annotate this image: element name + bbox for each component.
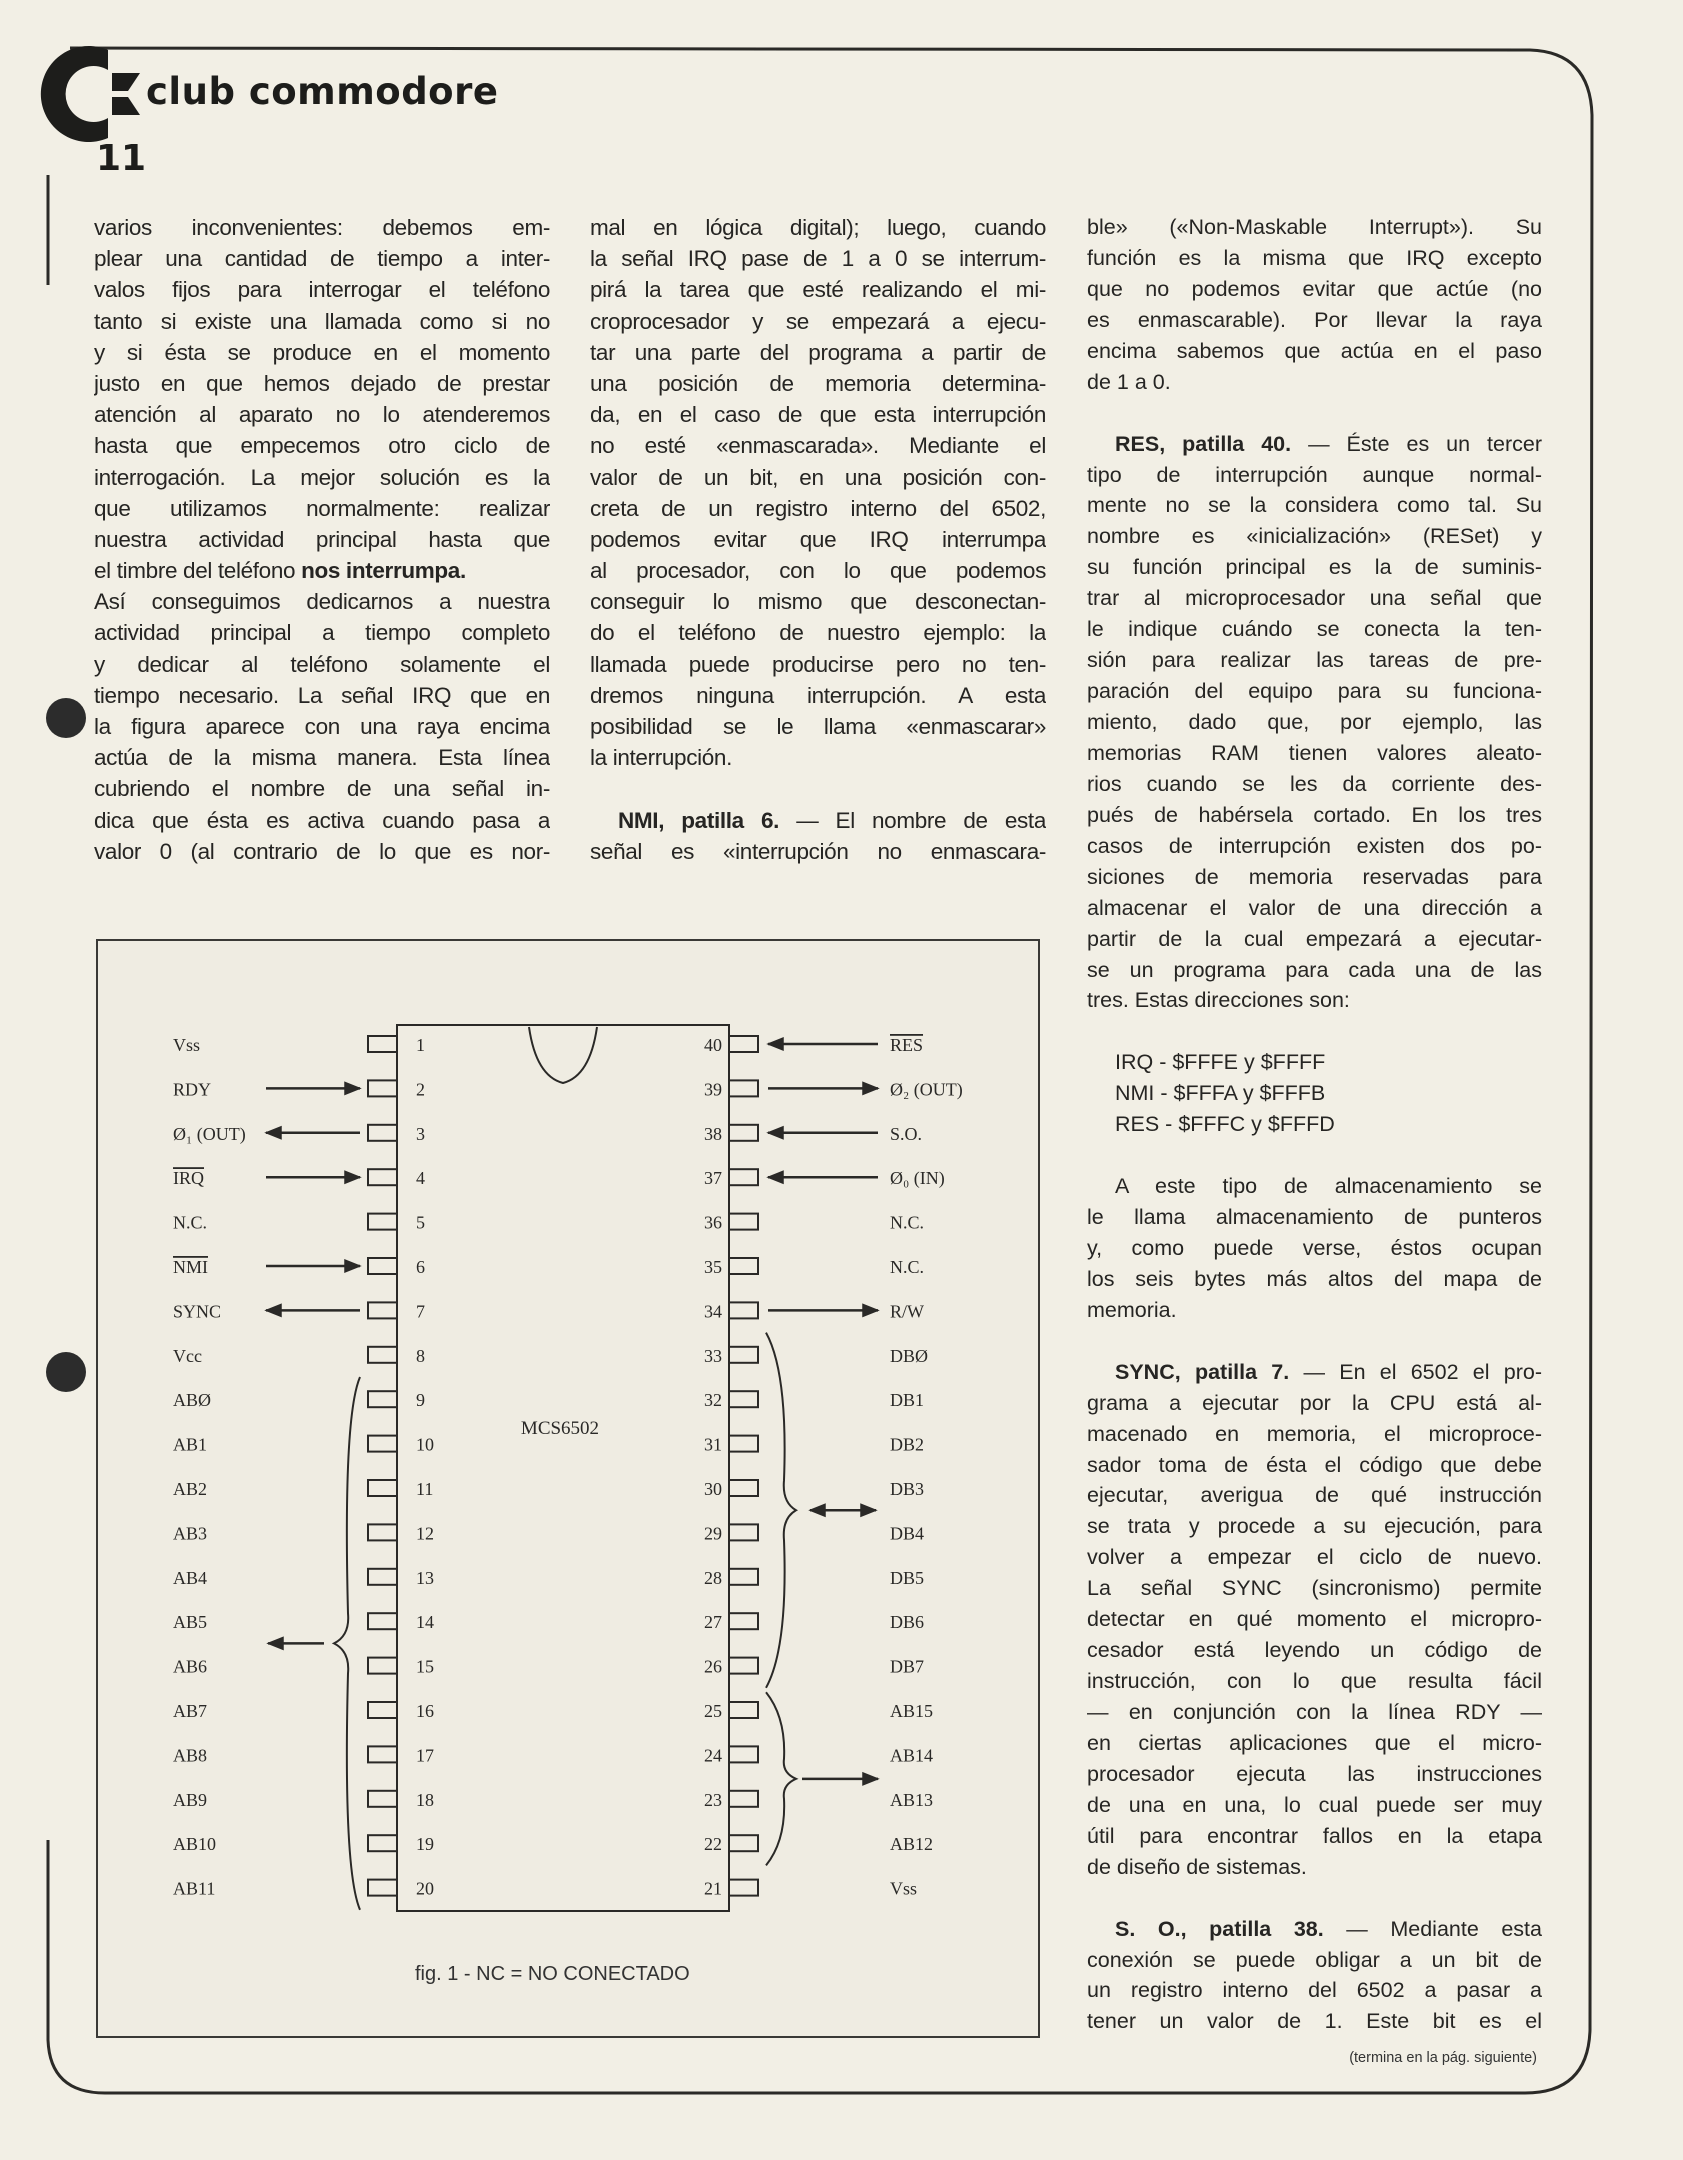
text-line: detectar en qué momento el micropro- <box>1087 1607 1542 1632</box>
text-line: que utilizamos normalmente: realizar <box>94 495 550 521</box>
text-line: mal en lógica digital); luego, cuando <box>590 215 1046 240</box>
pin-pad <box>368 1791 397 1807</box>
pin-number: 27 <box>704 1612 722 1633</box>
pin-pad <box>368 1613 397 1629</box>
pin-label: DB7 <box>890 1656 925 1677</box>
pin-label: RES <box>890 1035 924 1055</box>
pin-9 <box>173 1390 425 1410</box>
pin-label: AB9 <box>173 1789 208 1810</box>
pin-label: AB8 <box>173 1745 208 1766</box>
pin-label: AB11 <box>173 1878 216 1899</box>
pin-label: DB1 <box>890 1390 925 1411</box>
chip-notch <box>529 1027 597 1083</box>
text-column-1 <box>94 212 550 867</box>
pin-pad <box>368 1524 397 1540</box>
pin-19 <box>173 1834 434 1854</box>
text-line: valor 0 (al contrario de lo que es nor- <box>94 838 550 864</box>
pin-number: 8 <box>416 1345 425 1366</box>
text-line: dremos ninguna interrupción. A esta <box>590 682 1046 708</box>
text-line <box>1087 1140 1542 1171</box>
pin-label: AB10 <box>173 1834 217 1855</box>
pin-number: 25 <box>704 1701 722 1721</box>
pin-6 <box>173 1257 425 1277</box>
pin-pad <box>729 1036 758 1052</box>
text-line: cubriendo el nombre de una señal in- <box>94 776 550 802</box>
pin-pad <box>368 1214 397 1230</box>
pin-36 <box>704 1213 924 1233</box>
text-line: la interrupción. <box>590 745 732 771</box>
text-line: en ciertas aplicaciones que el micro- <box>1087 1730 1542 1755</box>
pin-8 <box>173 1346 425 1366</box>
text-line: llamada puede producirse pero no ten- <box>590 651 1046 677</box>
pin-pad <box>368 1080 397 1096</box>
text-line: el timbre del teléfono nos interrumpa. <box>94 558 466 584</box>
section-heading: NMI, patilla 6. <box>618 807 780 833</box>
text-line: almacenar el valor de una dirección a <box>1087 895 1542 920</box>
pin-number: 13 <box>416 1567 434 1588</box>
pinout-figure <box>96 939 1040 2038</box>
emphasis: nos interrumpa. <box>301 558 466 584</box>
pin-27 <box>704 1612 924 1632</box>
text-line: función es la misma que IRQ excepto <box>1087 245 1542 270</box>
text-line: le llama almacenamiento de punteros <box>1087 1205 1542 1229</box>
pin-1 <box>173 1035 425 1055</box>
pin-pad <box>729 1880 758 1896</box>
commodore-logo-icon <box>41 46 140 142</box>
text-line: hasta que empecemos otro ciclo de <box>94 433 550 459</box>
pin-label: ABØ <box>173 1390 212 1411</box>
pin-pad <box>729 1702 758 1718</box>
text-line: dica que ésta es activa cuando pasa a <box>94 807 550 833</box>
chip-body <box>397 1025 729 1911</box>
text-line <box>1087 1326 1542 1357</box>
text-line: señal es «interrupción no enmascara- <box>590 838 1046 864</box>
pin-33 <box>704 1346 928 1366</box>
pin-pad <box>368 1658 397 1674</box>
text-line: memorias RAM tienen valores aleato- <box>1087 740 1542 765</box>
text-line: mente no se la considera como tal. Su <box>1087 493 1542 518</box>
pin-label: NMI <box>173 1257 208 1277</box>
text-line: volver a empezar el ciclo de nuevo. <box>1087 1545 1542 1570</box>
pin-22 <box>704 1834 933 1854</box>
pin-pad <box>368 1169 397 1185</box>
pin-number: 7 <box>416 1301 425 1322</box>
text-line: sador toma de ésta el código que debe <box>1087 1452 1542 1477</box>
text-line: plear una cantidad de tiempo a inter- <box>94 246 550 272</box>
pin-number: 36 <box>704 1212 722 1233</box>
pin-pad <box>729 1080 758 1096</box>
text-line: paración del equipo para su funciona- <box>1087 679 1542 704</box>
pin-number: 6 <box>416 1257 425 1277</box>
pin-label: AB4 <box>173 1567 208 1588</box>
text-line <box>1087 1016 1542 1047</box>
pin-31 <box>704 1435 924 1455</box>
pin-10 <box>173 1435 434 1455</box>
pin-pad <box>368 1391 397 1407</box>
text-line: macenado en memoria, el microproce- <box>1087 1421 1542 1446</box>
section-heading: SYNC, patilla 7. <box>1115 1359 1290 1384</box>
pin-12 <box>173 1523 434 1543</box>
pin-number: 24 <box>704 1745 722 1766</box>
pin-label: AB13 <box>890 1789 934 1810</box>
pin-number: 2 <box>416 1079 425 1100</box>
text-line: creta de un registro interno del 6502, <box>590 495 1046 521</box>
text-line <box>1087 1883 1542 1914</box>
pin-number: 23 <box>704 1789 722 1810</box>
pin-pad <box>368 1746 397 1762</box>
pin-30 <box>704 1479 924 1499</box>
pin-pad <box>729 1835 758 1851</box>
pin-34 <box>704 1301 924 1321</box>
text-line: casos de interrupción existen dos po- <box>1087 833 1542 858</box>
pin-pad <box>368 1302 397 1318</box>
text-line: nuestra actividad principal hasta que <box>94 526 550 552</box>
text-line: atención al aparato no lo atenderemos <box>94 402 550 428</box>
text-line: miento, dado que, por ejemplo, las <box>1087 710 1542 734</box>
pin-label: Ø₁ (OUT) <box>173 1123 246 1144</box>
pin-14 <box>173 1612 434 1632</box>
punch-hole-icon <box>46 698 86 738</box>
text-line: pués de habérsela cortado. En los tres <box>1087 802 1542 827</box>
pin-pad <box>729 1302 758 1318</box>
pin-number: 17 <box>416 1745 434 1766</box>
text-line: interrogación. La mejor solución es la <box>94 464 550 490</box>
pin-pad <box>368 1347 397 1363</box>
pin-number: 21 <box>704 1878 722 1899</box>
pin-pad <box>729 1480 758 1496</box>
pin-number: 11 <box>416 1479 434 1499</box>
text-line: SYNC, patilla 7. — En el 6502 el pro- <box>1115 1359 1542 1384</box>
pin-label: SYNC <box>173 1301 222 1322</box>
text-line: pirá la tarea que esté realizando el mi- <box>590 277 1046 303</box>
pin-number: 26 <box>704 1656 722 1677</box>
text-line: tres. Estas direcciones son: <box>1087 988 1350 1013</box>
pin-label: AB15 <box>890 1701 934 1721</box>
text-line: encima sabemos que actúa en el paso <box>1087 338 1542 363</box>
text-line: los seis bytes más altos del mapa de <box>1087 1266 1542 1291</box>
pin-label: AB1 <box>173 1434 208 1455</box>
text-line: y, como puede verse, éstos ocupan <box>1087 1235 1542 1260</box>
text-line: y si ésta se produce en el momento <box>94 339 550 365</box>
pin-number: 18 <box>416 1789 434 1810</box>
text-line: S. O., patilla 38. — Mediante esta <box>1115 1916 1542 1941</box>
pin-number: 34 <box>704 1301 722 1322</box>
pin-7 <box>173 1301 425 1321</box>
pin-number: 35 <box>704 1257 722 1277</box>
pin-pad <box>729 1436 758 1452</box>
pin-number: 12 <box>416 1523 434 1544</box>
pin-number: 4 <box>416 1168 425 1189</box>
pin-label: IRQ <box>173 1168 204 1189</box>
text-line: Así conseguimos dedicarnos a nuestra <box>94 589 550 615</box>
pin-label: DBØ <box>890 1345 929 1366</box>
text-line: posibilidad se le llama «enmascarar» <box>590 714 1046 739</box>
pin-number: 29 <box>704 1523 722 1544</box>
pin-pad <box>729 1391 758 1407</box>
text-column-2 <box>590 212 1046 867</box>
pin-label: DB3 <box>890 1479 925 1499</box>
text-line: RES, patilla 40. — Éste es un tercer <box>1115 431 1542 456</box>
text-line: la señal IRQ pase de 1 a 0 se interrum- <box>590 246 1046 272</box>
text-line: NMI - $FFFA y $FFFB <box>1115 1081 1326 1106</box>
pin-26 <box>704 1657 924 1677</box>
pin-pad <box>368 1569 397 1585</box>
pin-pad <box>729 1613 758 1629</box>
text-line: trar al microprocesador una señal que <box>1087 586 1542 611</box>
pin-pad <box>368 1125 397 1141</box>
pin-label: AB3 <box>173 1523 208 1544</box>
pin-2 <box>173 1079 425 1099</box>
pin-number: 30 <box>704 1479 722 1499</box>
pin-label: N.C. <box>173 1212 208 1233</box>
text-line: varios inconvenientes: debemos em- <box>94 215 550 240</box>
pin-pad <box>729 1524 758 1540</box>
section-heading: S. O., patilla 38. <box>1115 1916 1324 1941</box>
pin-number: 28 <box>704 1567 722 1588</box>
pin-number: 31 <box>704 1434 722 1455</box>
pin-13 <box>173 1568 434 1588</box>
pin-number: 20 <box>416 1878 434 1899</box>
text-line: una posición de memoria determina- <box>590 370 1046 396</box>
pin-23 <box>704 1790 933 1810</box>
pin-number: 39 <box>704 1079 722 1100</box>
pin-5 <box>173 1213 425 1233</box>
pin-11 <box>173 1479 433 1499</box>
pin-label: Vss <box>890 1878 918 1899</box>
pin-number: 33 <box>704 1345 722 1366</box>
text-line: su función principal es la de suminis- <box>1087 555 1542 580</box>
pin-label: DB2 <box>890 1434 925 1455</box>
pin-16 <box>173 1701 434 1721</box>
pin-28 <box>704 1568 924 1588</box>
text-line: de diseño de sistemas. <box>1087 1854 1307 1879</box>
text-line: la figura aparece con una raya encima <box>94 714 550 739</box>
text-line: le indique cuándo se conecta la ten- <box>1087 617 1542 642</box>
address-bus-brace <box>334 1377 360 1910</box>
pin-25 <box>704 1701 933 1721</box>
text-column-3 <box>1087 212 1542 2037</box>
pin-number: 37 <box>704 1168 722 1189</box>
text-line: partir de la cual empezará a ejecutar- <box>1087 926 1542 951</box>
pin-pad <box>368 1880 397 1896</box>
text-line: actúa de la misma manera. Esta línea <box>94 745 550 771</box>
pin-pad <box>729 1569 758 1585</box>
pin-pad <box>368 1258 397 1274</box>
pin-label: DB5 <box>890 1567 925 1588</box>
text-line: tar una parte del programa a partir de <box>590 339 1046 365</box>
text-line: ble» («Non-Maskable Interrupt»). Su <box>1087 215 1542 239</box>
section-heading: RES, patilla 40. <box>1115 431 1292 456</box>
pin-38 <box>704 1124 922 1144</box>
pin-21 <box>704 1879 917 1899</box>
pin-pad <box>729 1347 758 1363</box>
text-line: tipo de interrupción aunque normal- <box>1087 462 1542 487</box>
pin-pad <box>368 1480 397 1496</box>
text-line: actividad principal a tiempo completo <box>94 620 550 646</box>
pin-pad <box>729 1746 758 1762</box>
high-address-brace <box>766 1692 796 1865</box>
text-line <box>1087 398 1542 429</box>
pin-17 <box>173 1745 434 1765</box>
pin-label: AB2 <box>173 1479 208 1499</box>
text-line: de una en una, lo cual puede ser muy <box>1087 1792 1542 1817</box>
pin-label: AB7 <box>173 1701 208 1721</box>
pin-number: 10 <box>416 1434 434 1455</box>
text-line: podemos evitar que IRQ interrumpa <box>590 526 1046 552</box>
pin-label: N.C. <box>890 1212 925 1233</box>
pin-number: 1 <box>416 1035 425 1055</box>
pin-pad <box>368 1436 397 1452</box>
pin-label: AB5 <box>173 1612 208 1633</box>
pin-number: 16 <box>416 1701 434 1721</box>
text-line: valor de un bit, en una posición con- <box>590 464 1046 490</box>
pin-number: 19 <box>416 1834 434 1855</box>
data-bus-brace <box>766 1333 796 1688</box>
pin-number: 5 <box>416 1212 425 1233</box>
chip-label: MCS6502 <box>520 1418 600 1439</box>
pin-3 <box>173 1124 425 1145</box>
pin-number: 40 <box>704 1035 722 1055</box>
pin-number: 15 <box>416 1656 434 1677</box>
pin-number: 14 <box>416 1612 434 1633</box>
pin-pad <box>729 1658 758 1674</box>
text-line: siciones de memoria reservadas para <box>1087 864 1542 889</box>
text-line: se un programa para cada una de las <box>1087 957 1542 982</box>
text-line: grama a ejecutar por la CPU está al- <box>1087 1390 1542 1415</box>
pin-label: AB12 <box>890 1834 934 1855</box>
pin-pad <box>368 1702 397 1718</box>
text-line: es enmascarable). Por llevar la raya <box>1087 307 1542 332</box>
pin-label: S.O. <box>890 1123 923 1144</box>
mcs6502-pinout-diagram <box>98 941 1038 2036</box>
pin-39 <box>704 1079 963 1100</box>
text-line: — en conjunción con la línea RDY — <box>1087 1700 1542 1724</box>
pin-label: Vss <box>173 1035 201 1055</box>
pin-label: DB4 <box>890 1523 925 1544</box>
text-line: A este tipo de almacenamiento se <box>1115 1174 1542 1199</box>
pin-35 <box>704 1257 924 1277</box>
pin-label: N.C. <box>890 1257 925 1277</box>
text-line: memoria. <box>1087 1297 1177 1322</box>
pin-4 <box>173 1168 425 1188</box>
text-line: da, en el caso de que esta interrupción <box>590 402 1046 428</box>
text-line: tanto si existe una llamada como si no <box>94 308 550 334</box>
pin-number: 3 <box>416 1123 425 1144</box>
text-line: al procesador, con lo que podemos <box>590 558 1046 584</box>
text-line: ejecutar, averigua de qué instrucción <box>1087 1483 1542 1508</box>
pin-15 <box>173 1657 434 1677</box>
text-line: croprocesador y se empezará a ejecu- <box>590 308 1046 334</box>
text-line: tener un valor de 1. Este bit es el <box>1087 2009 1542 2034</box>
continued-note: (termina en la pág. siguiente) <box>1349 2050 1537 2066</box>
pin-number: 9 <box>416 1390 425 1411</box>
pin-pad <box>729 1258 758 1274</box>
text-line: justo en que hemos dejado de prestar <box>94 370 550 396</box>
pin-number: 38 <box>704 1123 722 1144</box>
pin-label: AB14 <box>890 1745 934 1766</box>
magazine-brand: club commodore <box>146 70 499 113</box>
pin-number: 22 <box>704 1834 722 1855</box>
page-number: 11 <box>96 138 147 179</box>
pin-pad <box>729 1169 758 1185</box>
text-line: se trata y procede a su ejecución, para <box>1087 1514 1542 1539</box>
text-line: un registro interno del 6502 a pasar a <box>1087 1978 1542 2003</box>
pin-20 <box>173 1879 434 1899</box>
pin-label: DB6 <box>890 1612 925 1633</box>
pin-40 <box>704 1035 923 1055</box>
figure-caption: fig. 1 - NC = NO CONECTADO <box>415 1963 690 1985</box>
pin-number: 32 <box>704 1390 722 1411</box>
pin-pad <box>729 1791 758 1807</box>
text-line: sión para realizar las tareas de pre- <box>1087 648 1542 673</box>
text-line: RES - $FFFC y $FFFD <box>1115 1112 1335 1137</box>
text-line: conexión se puede obligar a un bit de <box>1087 1947 1542 1972</box>
text-line: NMI, patilla 6. — El nombre de esta <box>618 807 1046 833</box>
text-line: no esté «enmascarada». Mediante el <box>590 433 1046 459</box>
text-line: conseguir lo mismo que desconectan- <box>590 589 1046 615</box>
pin-29 <box>704 1523 924 1543</box>
pin-label: RDY <box>173 1079 212 1100</box>
pin-label: Ø₀ (IN) <box>890 1168 945 1189</box>
pin-label: R/W <box>890 1301 924 1322</box>
punch-hole-icon <box>46 1352 86 1392</box>
text-line: tiempo necesario. La señal IRQ que en <box>94 682 550 708</box>
pin-24 <box>704 1745 933 1765</box>
text-line: cesador está leyendo un código de <box>1087 1638 1542 1663</box>
text-line: que no podemos evitar que actúe (no <box>1087 276 1542 301</box>
pin-pad <box>368 1036 397 1052</box>
text-line: rios cuando se les da corriente des- <box>1087 771 1542 796</box>
pin-pad <box>368 1835 397 1851</box>
pin-32 <box>704 1390 924 1410</box>
text-line: y dedicar al teléfono solamente el <box>94 651 550 677</box>
pin-37 <box>704 1168 945 1189</box>
text-line: valos fijos para interrogar el teléfono <box>94 277 550 303</box>
text-line <box>590 773 1046 804</box>
pin-label: AB6 <box>173 1656 208 1677</box>
text-line: de 1 a 0. <box>1087 369 1171 394</box>
text-line: do el teléfono de nuestro ejemplo: la <box>590 620 1046 646</box>
pin-pad <box>729 1214 758 1230</box>
text-line: procesador ejecuta las instrucciones <box>1087 1761 1542 1786</box>
text-line: útil para encontrar fallos en la etapa <box>1087 1823 1542 1848</box>
text-line: IRQ - $FFFE y $FFFF <box>1115 1050 1326 1075</box>
pin-label: Ø₂ (OUT) <box>890 1079 963 1100</box>
text-line: nombre es «inicialización» (RESet) y <box>1087 524 1542 549</box>
text-line: La señal SYNC (sincronismo) permite <box>1087 1576 1542 1601</box>
pin-18 <box>173 1790 434 1810</box>
pin-pad <box>729 1125 758 1141</box>
text-line: instrucción, con lo que resulta fácil <box>1087 1669 1542 1694</box>
pin-label: Vcc <box>173 1345 202 1366</box>
